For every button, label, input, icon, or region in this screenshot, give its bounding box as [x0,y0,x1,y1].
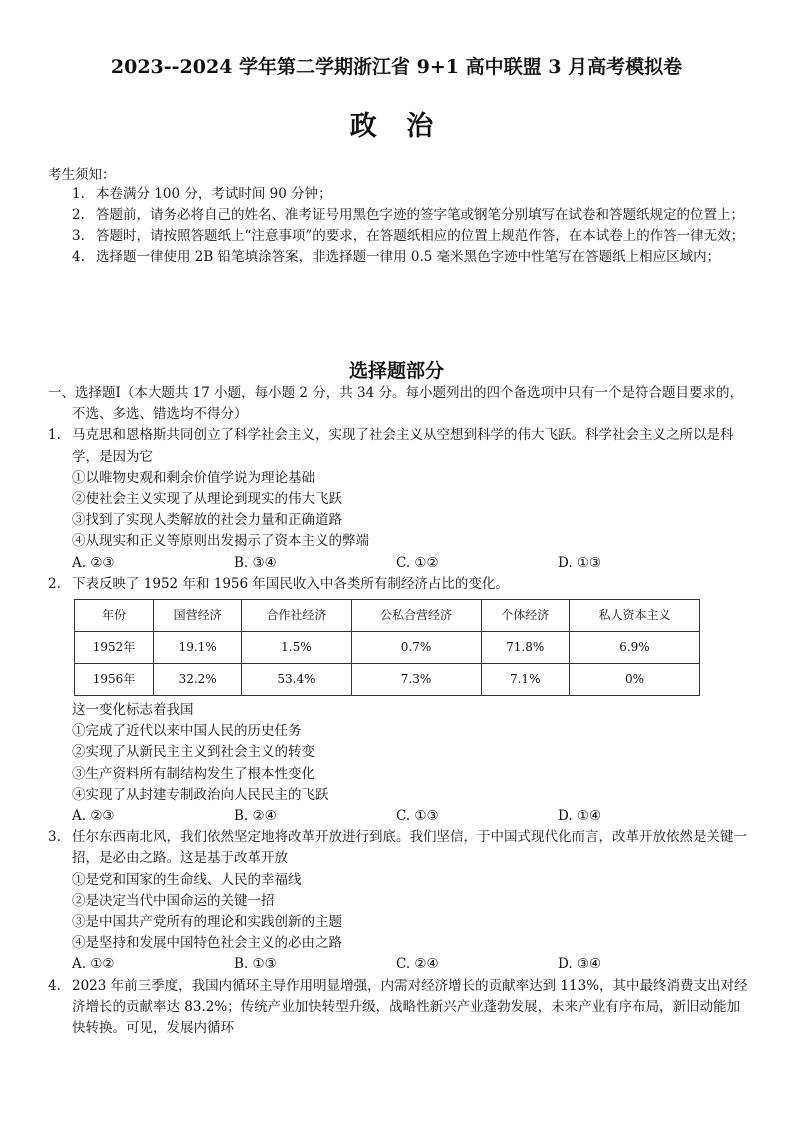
question-1: 1. 马克思和恩格斯共同创立了科学社会主义，实现了社会主义从空想到科学的伟大飞跃。科学社会主义之所以是科学，是因为它 [48,425,748,467]
option-b: B. ①③ [234,956,277,973]
statement: ②使社会主义实现了从理论到现实的伟大飞跃 [72,491,342,508]
option-d: D. ③④ [558,956,602,973]
statement: ④从现实和正义等原则出发揭示了资本主义的弊端 [72,533,369,550]
question-lead: 这一变化标志着我国 [72,702,194,719]
economy-table [74,599,700,696]
question-stem: 任尔东西南北风，我们依然坚定地将改革开放进行到底。我们坚信，于中国式现代化而言，改革开放依然是关键一招，是必由之路。这是基于改革开放 [72,829,747,867]
statement: ③找到了实现人类解放的社会力量和正确道路 [72,512,342,529]
option-b: B. ②④ [234,808,277,825]
question-2: 2. 下表反映了 1952 年和 1956 年国民收入中各类所有制经济占比的变化。 [48,574,748,595]
option-d: D. ①④ [558,808,602,825]
option-d: D. ①③ [558,554,602,571]
table-cell: 32.2% [153,664,241,696]
statement: ②实现了从新民主主义到社会主义的转变 [72,744,315,761]
table-cell: 6.9% [569,632,699,664]
table-cell: 7.1% [481,664,569,696]
table-row [75,632,700,664]
option-a: A. ①② [72,956,115,973]
notice-item: 2. 答题前，请务必将自己的姓名、准考证号用黑色字迹的签字笔或钢笔分别填写在试卷和答题纸规定的位置上； [72,207,744,223]
answer-options [48,806,748,827]
table-header: 国营经济 [153,600,241,632]
section-title: 选择题部分 [348,360,444,382]
option-a: A. ②③ [72,554,115,571]
notice-heading: 考生须知： [48,167,116,183]
table-header: 私人资本主义 [569,600,699,632]
table-header: 个体经济 [481,600,569,632]
statement: ④是坚持和发展中国特色社会主义的必由之路 [72,935,342,952]
option-c: C. ①③ [396,808,439,825]
notice-item: 1. 本卷满分 100 分，考试时间 90 分钟； [72,186,332,202]
question-stem: 2023 年前三季度，我国内循环主导作用明显增强，内需对经济增长的贡献率达到 113%，其中最终消费支出对经济增长的贡献率达 83.2%；传统产业加快转型升级，战略性新兴产业蓬勃发展，未来产业有序布局，新旧动能加快转换。可见，发展内循环 [72,977,748,1037]
statement: ②是决定当代中国命运的关键一招 [72,892,275,909]
question-stem: 下表反映了 1952 年和 1956 年国民收入中各类所有制经济占比的变化。 [72,575,509,592]
option-c: C. ①② [396,554,439,571]
subject-title: 政 治 [349,111,444,142]
statement: ①完成了近代以来中国人民的历史任务 [72,723,302,740]
exam-title: 2023--2024 学年第二学期浙江省 9+1 高中联盟 3 月高考模拟卷 [110,56,683,78]
table-header: 年份 [75,600,154,632]
table-header-row [75,600,700,632]
option-a: A. ②③ [72,808,115,825]
statement: ①是党和国家的生命线、人民的幸福线 [72,871,302,888]
table-cell: 1956年 [75,664,154,696]
notice-list [72,184,752,268]
notice-item: 3. 答题时，请按照答题纸上“注意事项”的要求，在答题纸相应的位置上规范作答，在本试卷上的作答一律无效； [72,228,745,244]
table-cell: 19.1% [153,632,241,664]
table-cell: 0.7% [351,632,481,664]
part-intro: 一、选择题Ⅰ（本大题共 17 小题，每小题 2 分，共 34 分。每小题列出的四个备选项中只有一个是符合题目要求的，不选、多选、错选均不得分） [48,385,744,423]
questions-body [48,383,748,1039]
table-cell: 7.3% [351,664,481,696]
answer-options [48,553,748,574]
table-cell: 71.8% [481,632,569,664]
statement: ③是中国共产党所有的理论和实践创新的主题 [72,914,342,931]
statement: ①以唯物史观和剩余价值学说为理论基础 [72,469,315,486]
table-cell: 1.5% [242,632,351,664]
table-cell: 0% [569,664,699,696]
notice-item: 4. 选择题一律使用 2B 铅笔填涂答案，非选择题一律用 0.5 毫米黑色字迹中性笔写在答题纸上相应区域内； [72,249,721,265]
statement: ③生产资料所有制结构发生了根本性变化 [72,765,315,782]
question-4: 4. 2023 年前三季度，我国内循环主导作用明显增强，内需对经济增长的贡献率达到 113%，其中最终消费支出对经济增长的贡献率达 83.2%；传统产业加快转型升级，战略性新兴产业蓬勃发展，未来产业有序布局，新旧动能加快转换。可见，发展内循环 [48,976,748,1040]
table-cell: 1952年 [75,632,154,664]
statement: ④实现了从封建专制政治向人民民主的飞跃 [72,786,329,803]
question-stem: 马克思和恩格斯共同创立了科学社会主义，实现了社会主义从空想到科学的伟大飞跃。科学社会主义之所以是科学，是因为它 [72,427,734,465]
table-cell: 53.4% [242,664,351,696]
table-header: 公私合营经济 [351,600,481,632]
table-header: 合作社经济 [242,600,351,632]
table-row [75,664,700,696]
question-3: 3. 任尔东西南北风，我们依然坚定地将改革开放进行到底。我们坚信，于中国式现代化而言，改革开放依然是关键一招，是必由之路。这是基于改革开放 [48,827,748,869]
answer-options [48,954,748,975]
option-b: B. ③④ [234,554,277,571]
option-c: C. ②④ [396,956,439,973]
